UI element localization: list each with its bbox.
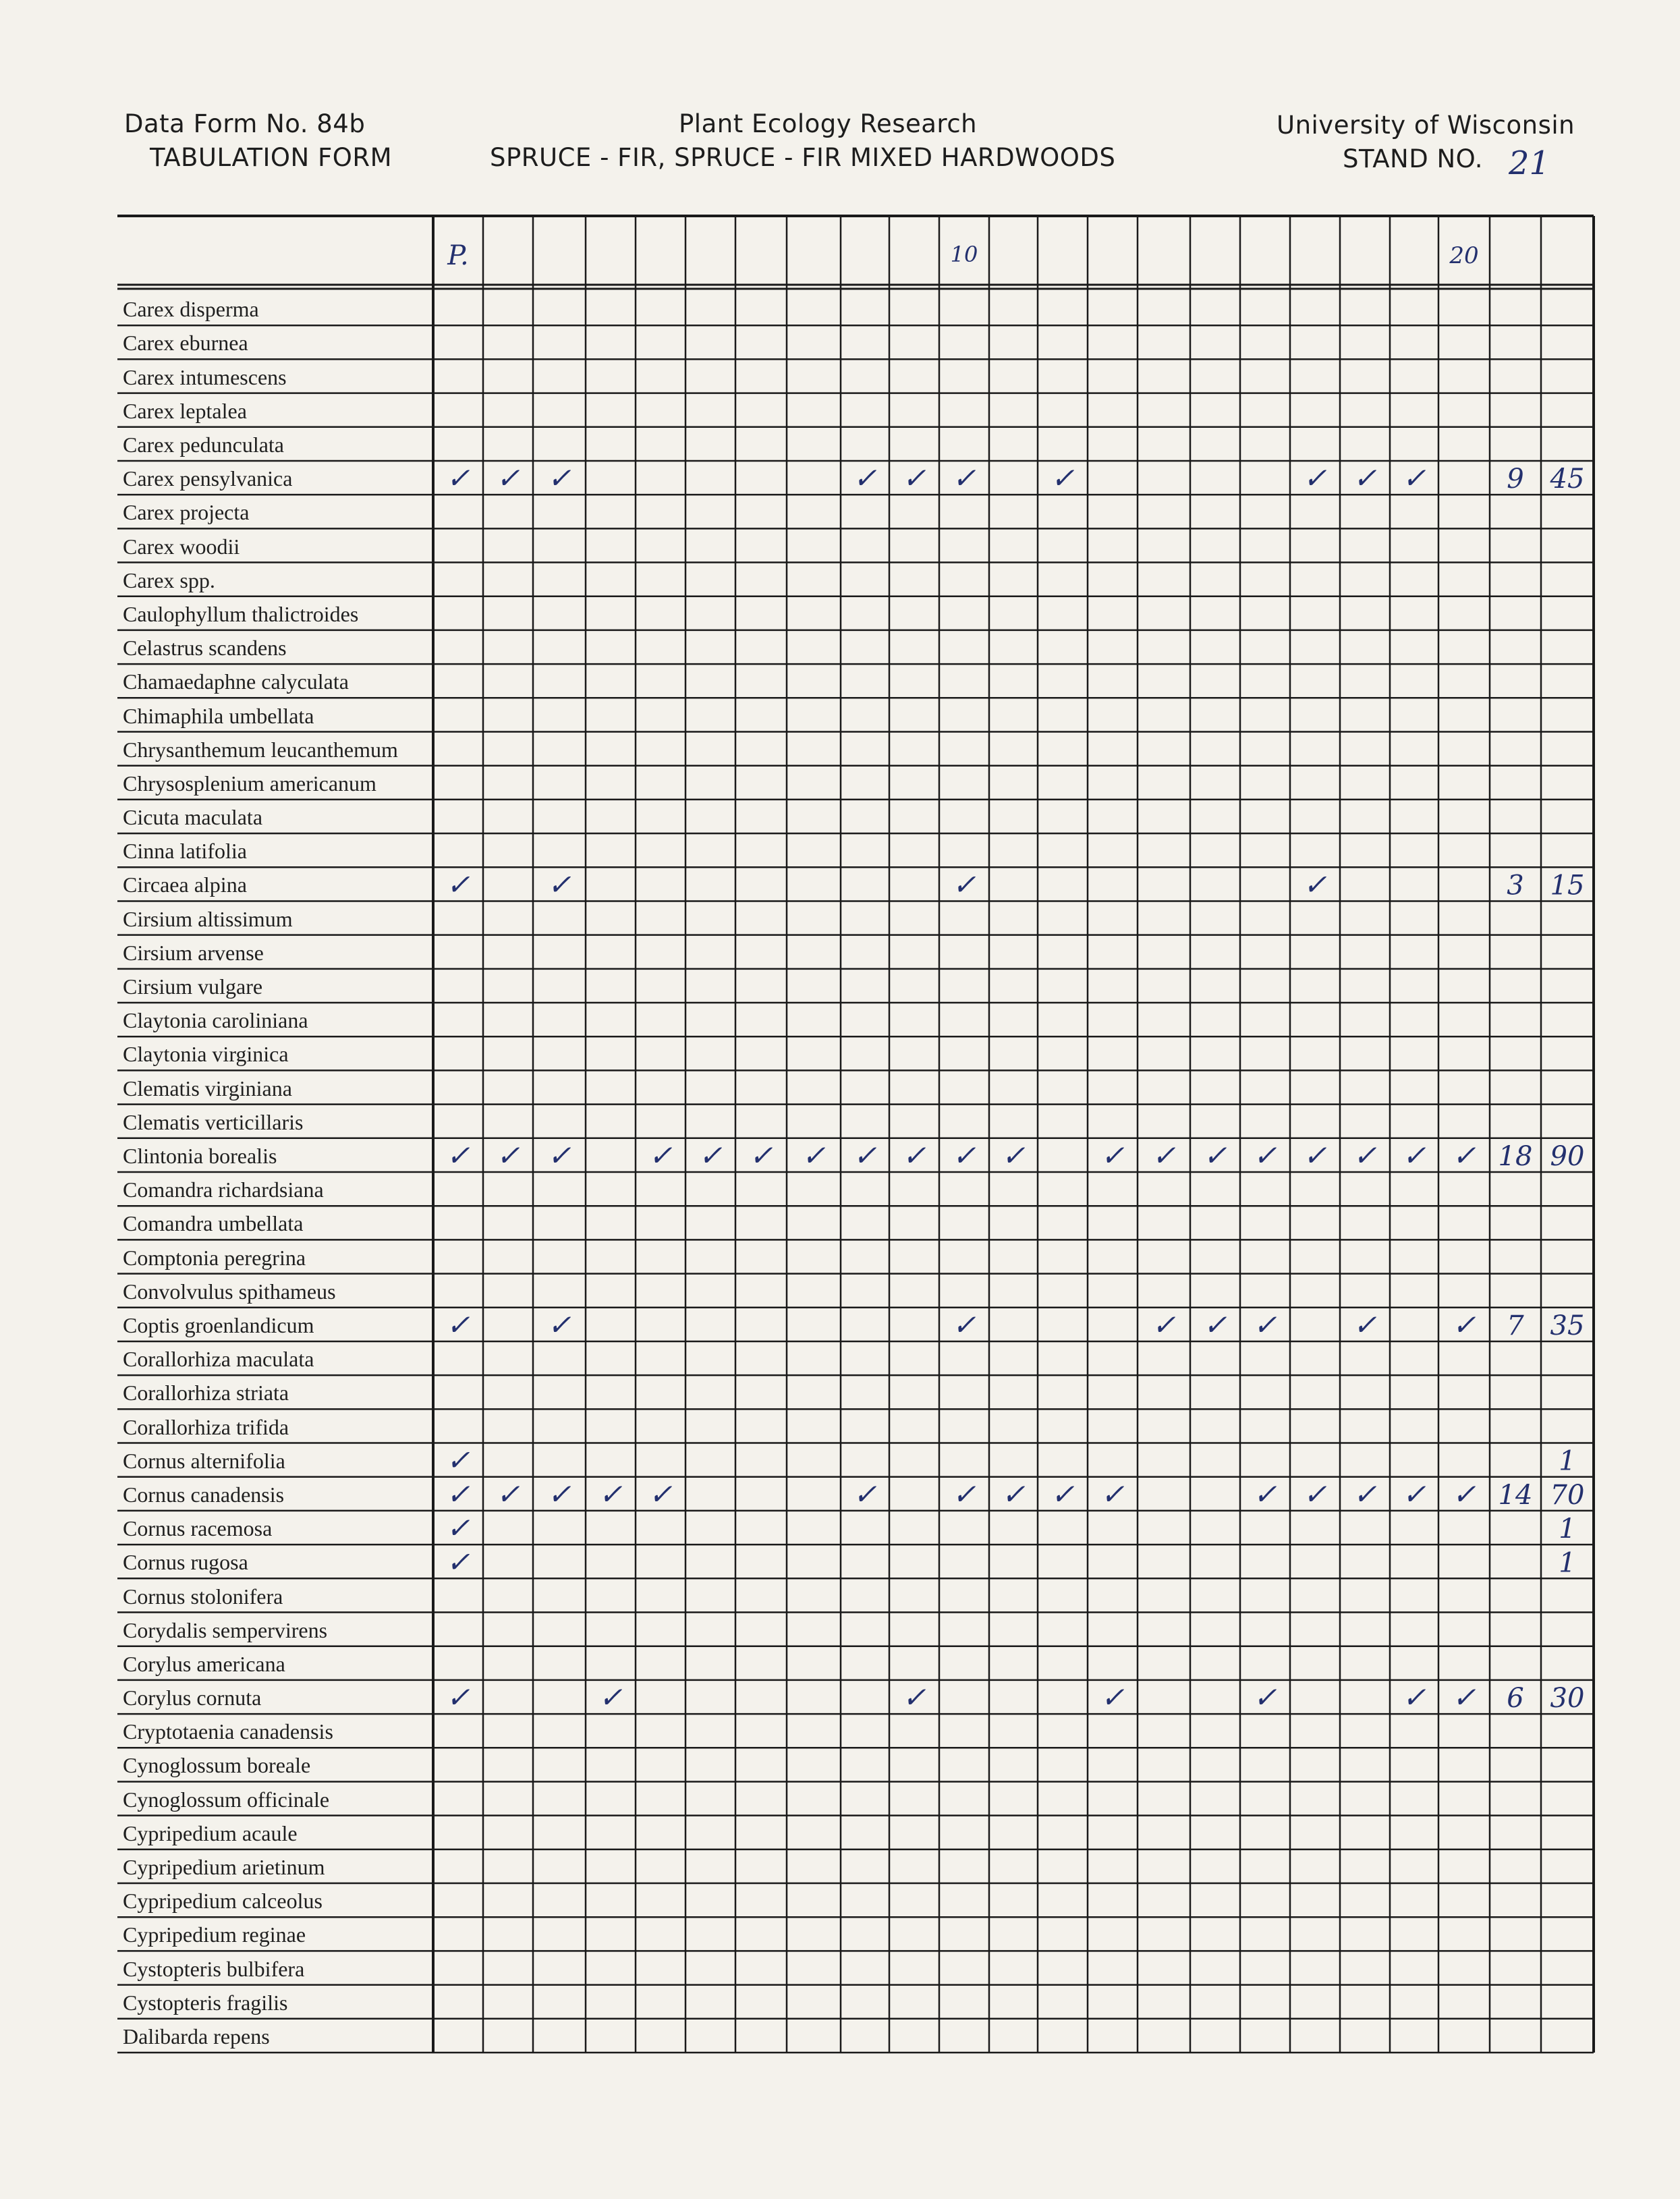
species-name: Coptis groenlandicum — [123, 1312, 314, 1337]
check-mark: ✓ — [446, 1681, 470, 1715]
species-name: Carex projecta — [123, 500, 250, 525]
check-mark: ✓ — [496, 462, 520, 495]
check-mark: ✓ — [1253, 1681, 1277, 1715]
species-name: Chrysosplenium americanum — [123, 771, 376, 796]
check-mark: ✓ — [1253, 1477, 1277, 1511]
check-mark: ✓ — [547, 1139, 571, 1172]
check-mark: ✓ — [952, 1477, 976, 1511]
check-mark: ✓ — [1253, 1139, 1277, 1172]
frequency-percent: 1 — [1559, 1547, 1576, 1579]
species-name: Celastrus scandens — [123, 636, 287, 661]
species-name: Cornus canadensis — [123, 1482, 285, 1507]
species-name: Corallorhiza striata — [123, 1381, 289, 1405]
check-mark: ✓ — [853, 462, 877, 495]
species-name: Cystopteris bulbifera — [123, 1956, 305, 1981]
species-name: Claytonia caroliniana — [123, 1008, 308, 1033]
plot-count: 3 — [1507, 870, 1524, 901]
column-mark-20: 20 — [1449, 242, 1479, 269]
check-mark: ✓ — [496, 1139, 520, 1172]
check-mark: ✓ — [952, 868, 976, 901]
check-mark: ✓ — [1051, 1477, 1075, 1511]
check-mark: ✓ — [1452, 1681, 1476, 1715]
species-name: Carex woodii — [123, 534, 240, 559]
species-name: Corallorhiza trifida — [123, 1414, 289, 1439]
check-mark: ✓ — [902, 462, 926, 495]
check-mark: ✓ — [952, 1308, 976, 1341]
species-name: Claytonia virginica — [123, 1042, 289, 1067]
check-mark: ✓ — [1303, 462, 1327, 495]
plot-count: 7 — [1507, 1310, 1524, 1341]
species-name: Comptonia peregrina — [123, 1245, 306, 1270]
species-name: Chamaedaphne calyculata — [123, 669, 349, 694]
check-mark: ✓ — [1402, 462, 1426, 495]
column-mark-10: 10 — [950, 242, 978, 267]
species-name: Clematis verticillaris — [123, 1109, 304, 1134]
frequency-percent: 45 — [1550, 464, 1585, 495]
check-mark: ✓ — [446, 1477, 470, 1511]
check-mark: ✓ — [446, 1511, 470, 1545]
species-name: Chimaphila umbellata — [123, 703, 314, 728]
check-mark: ✓ — [1353, 1139, 1377, 1172]
species-name: Carex pensylvanica — [123, 466, 293, 491]
species-name: Cirsium altissimum — [123, 906, 293, 931]
frequency-percent: 1 — [1559, 1445, 1576, 1477]
species-name: Corydalis sempervirens — [123, 1617, 328, 1642]
check-mark: ✓ — [446, 1545, 470, 1579]
check-mark: ✓ — [547, 1308, 571, 1341]
check-mark: ✓ — [1402, 1477, 1426, 1511]
species-name: Cypripedium calceolus — [123, 1889, 323, 1914]
check-mark: ✓ — [952, 1139, 976, 1172]
organization: Plant Ecology Research — [679, 109, 978, 138]
check-mark: ✓ — [1303, 1139, 1327, 1172]
check-mark: ✓ — [648, 1139, 673, 1172]
check-mark: ✓ — [902, 1139, 926, 1172]
species-name: Cirsium vulgare — [123, 974, 263, 999]
check-mark: ✓ — [1203, 1308, 1227, 1341]
species-name: Chrysanthemum leucanthemum — [123, 737, 398, 762]
species-name: Cypripedium reginae — [123, 1922, 306, 1947]
check-mark: ✓ — [952, 462, 976, 495]
check-mark: ✓ — [1100, 1139, 1125, 1172]
check-mark: ✓ — [648, 1477, 673, 1511]
check-mark: ✓ — [598, 1477, 623, 1511]
species-name: Cornus racemosa — [123, 1516, 273, 1541]
species-name: Corallorhiza maculata — [123, 1347, 314, 1372]
plot-count: 14 — [1498, 1479, 1533, 1511]
check-mark: ✓ — [1152, 1308, 1176, 1341]
check-mark: ✓ — [1452, 1308, 1476, 1341]
species-name: Cirsium arvense — [123, 940, 264, 965]
species-name: Comandra richardsiana — [123, 1177, 324, 1202]
stand-label: STAND NO. — [1343, 144, 1484, 173]
check-mark: ✓ — [1303, 1477, 1327, 1511]
check-mark: ✓ — [1100, 1681, 1125, 1715]
check-mark: ✓ — [853, 1139, 877, 1172]
check-mark: ✓ — [547, 462, 571, 495]
frequency-percent: 30 — [1550, 1683, 1585, 1715]
check-mark: ✓ — [1253, 1308, 1277, 1341]
check-mark: ✓ — [547, 1477, 571, 1511]
check-mark: ✓ — [598, 1681, 623, 1715]
species-name: Cypripedium arietinum — [123, 1855, 325, 1880]
check-mark: ✓ — [1051, 462, 1075, 495]
check-mark: ✓ — [446, 1139, 470, 1172]
plot-count: 9 — [1507, 464, 1524, 495]
stand-number: 21 — [1509, 144, 1550, 182]
check-mark: ✓ — [1353, 1308, 1377, 1341]
species-name: Carex leptalea — [123, 398, 247, 423]
species-name: Carex spp. — [123, 567, 215, 592]
check-mark: ✓ — [1152, 1139, 1176, 1172]
frequency-percent: 70 — [1550, 1479, 1585, 1511]
check-mark: ✓ — [446, 462, 470, 495]
check-mark: ✓ — [1452, 1139, 1476, 1172]
university: University of Wisconsin — [1277, 111, 1575, 140]
check-mark: ✓ — [698, 1139, 723, 1172]
check-mark: ✓ — [802, 1139, 826, 1172]
frequency-percent: 90 — [1550, 1141, 1585, 1172]
form-number: Data Form No. 84b — [124, 109, 366, 138]
plot-count: 6 — [1507, 1683, 1524, 1715]
species-name: Corylus cornuta — [123, 1686, 262, 1710]
check-mark: ✓ — [446, 868, 470, 901]
check-mark: ✓ — [1001, 1477, 1026, 1511]
species-name: Clematis virginiana — [123, 1076, 292, 1101]
species-name: Caulophyllum thalictroides — [123, 601, 359, 626]
check-mark: ✓ — [1100, 1477, 1125, 1511]
check-mark: ✓ — [1353, 1477, 1377, 1511]
check-mark: ✓ — [1452, 1477, 1476, 1511]
species-name: Carex intumescens — [123, 364, 287, 389]
species-name: Cinna latifolia — [123, 839, 247, 864]
species-name: Cypripedium acaule — [123, 1820, 298, 1845]
check-mark: ✓ — [547, 868, 571, 901]
species-name: Corylus americana — [123, 1651, 285, 1676]
check-mark: ✓ — [853, 1477, 877, 1511]
species-name: Cicuta maculata — [123, 805, 263, 830]
check-mark: ✓ — [749, 1139, 773, 1172]
species-name: Cornus rugosa — [123, 1550, 248, 1575]
frequency-percent: 35 — [1550, 1310, 1585, 1341]
check-mark: ✓ — [1203, 1139, 1227, 1172]
check-mark: ✓ — [1353, 462, 1377, 495]
plot-count: 18 — [1498, 1141, 1533, 1172]
check-mark: ✓ — [902, 1681, 926, 1715]
species-name: Dalibarda repens — [123, 2024, 270, 2049]
check-mark: ✓ — [1303, 868, 1327, 901]
check-mark: ✓ — [1001, 1139, 1026, 1172]
species-name: Carex disperma — [123, 297, 259, 322]
species-name: Cynoglossum boreale — [123, 1753, 311, 1778]
check-mark: ✓ — [1402, 1139, 1426, 1172]
frequency-percent: 15 — [1550, 870, 1585, 901]
column-mark-first: P. — [447, 240, 469, 271]
species-name: Cornus stolonifera — [123, 1584, 283, 1609]
forest-type: SPRUCE - FIR, SPRUCE - FIR MIXED HARDWOODS — [490, 143, 1116, 172]
frequency-percent: 1 — [1559, 1513, 1576, 1545]
species-name: Cynoglossum officinale — [123, 1787, 330, 1812]
species-name: Cornus alternifolia — [123, 1448, 285, 1473]
species-name: Comandra umbellata — [123, 1211, 304, 1236]
form-title: TABULATION FORM — [150, 143, 393, 172]
species-name: Cryptotaenia canadensis — [123, 1719, 333, 1744]
species-name: Carex pedunculata — [123, 432, 284, 457]
check-mark: ✓ — [446, 1308, 470, 1341]
check-mark: ✓ — [446, 1443, 470, 1477]
species-name: Circaea alpina — [123, 872, 247, 897]
species-name: Clintonia borealis — [123, 1144, 277, 1168]
check-mark: ✓ — [1402, 1681, 1426, 1715]
check-mark: ✓ — [496, 1477, 520, 1511]
species-name: Carex eburnea — [123, 331, 248, 356]
species-name: Cystopteris fragilis — [123, 1990, 288, 2015]
species-name: Convolvulus spithameus — [123, 1279, 336, 1304]
